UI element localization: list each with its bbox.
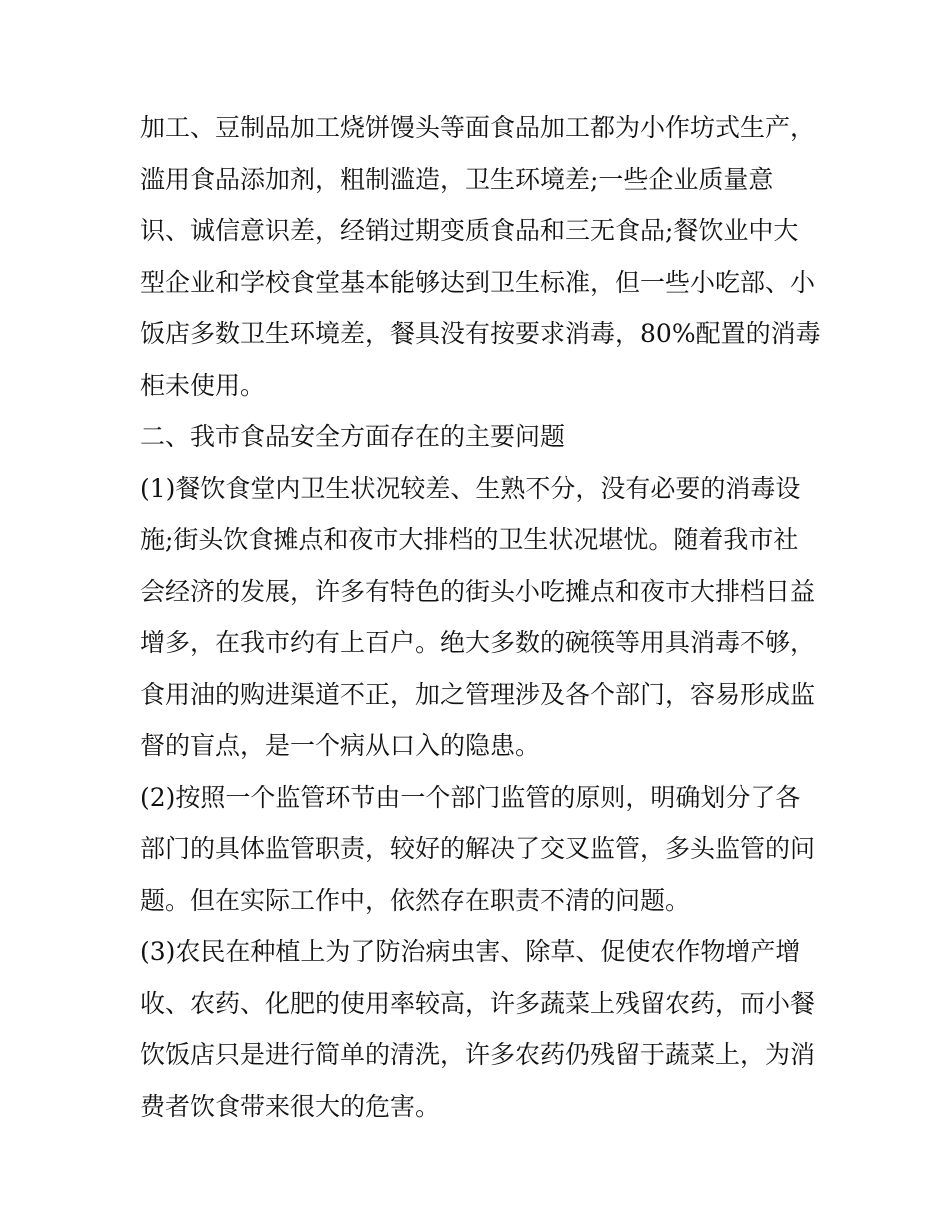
text-line: 费者饮食带来很大的危害。 [140,1091,441,1121]
document-body [140,102,820,1132]
text-line: (3)农民在种植上为了防治病虫害、除草、促使农作物增产增 [140,937,801,966]
text-line: 食用油的购进渠道不正，加之管理涉及各个部门，容易形成监 [140,679,816,709]
text-line: 饭店多数卫生环境差，餐具没有按要求消毒，80%配置的消毒 [140,319,821,348]
text-line: 督的盲点，是一个病从口入的隐患。 [140,731,541,760]
text-line: 识、诚信意识差，经销过期变质食品和三无食品;餐饮业中大 [140,216,799,245]
text-line: (1)餐饮食堂内卫生状况较差、生熟不分，没有必要的消毒设 [140,473,801,503]
text-line: 增多，在我市约有上百户。绝大多数的碗筷等用具消毒不够， [140,628,816,657]
text-line: (2)按照一个监管环节由一个部门监管的原则，明确划分了各 [140,782,801,812]
text-line: 型企业和学校食堂基本能够达到卫生标准，但一些小吃部、小 [140,267,816,297]
text-line: 施;街头饮食摊点和夜市大排档的卫生状况堪忧。随着我市社 [140,525,799,554]
text-line: 饮饭店只是进行简单的清洗，许多农药仍残留于蔬菜上，为消 [140,1040,816,1069]
text-line: 收、农药、化肥的使用率较高，许多蔬菜上残留农药，而小餐 [140,988,816,1018]
text-line: 柜未使用。 [140,370,266,400]
text-line: 题。但在实际工作中，依然存在职责不清的问题。 [140,885,691,915]
text-line: 滥用食品添加剂，粗制滥造，卫生环境差;一些企业质量意 [140,164,774,194]
text-line: 加工、豆制品加工烧饼馒头等面食品加工都为小作坊式生产， [140,113,816,142]
text-line: 会经济的发展，许多有特色的街头小吃摊点和夜市大排档日益 [140,576,816,606]
text-line: 部门的具体监管职责，较好的解决了交叉监管，多头监管的问 [140,834,816,863]
section-heading: 二、我市食品安全方面存在的主要问题 [140,422,566,451]
